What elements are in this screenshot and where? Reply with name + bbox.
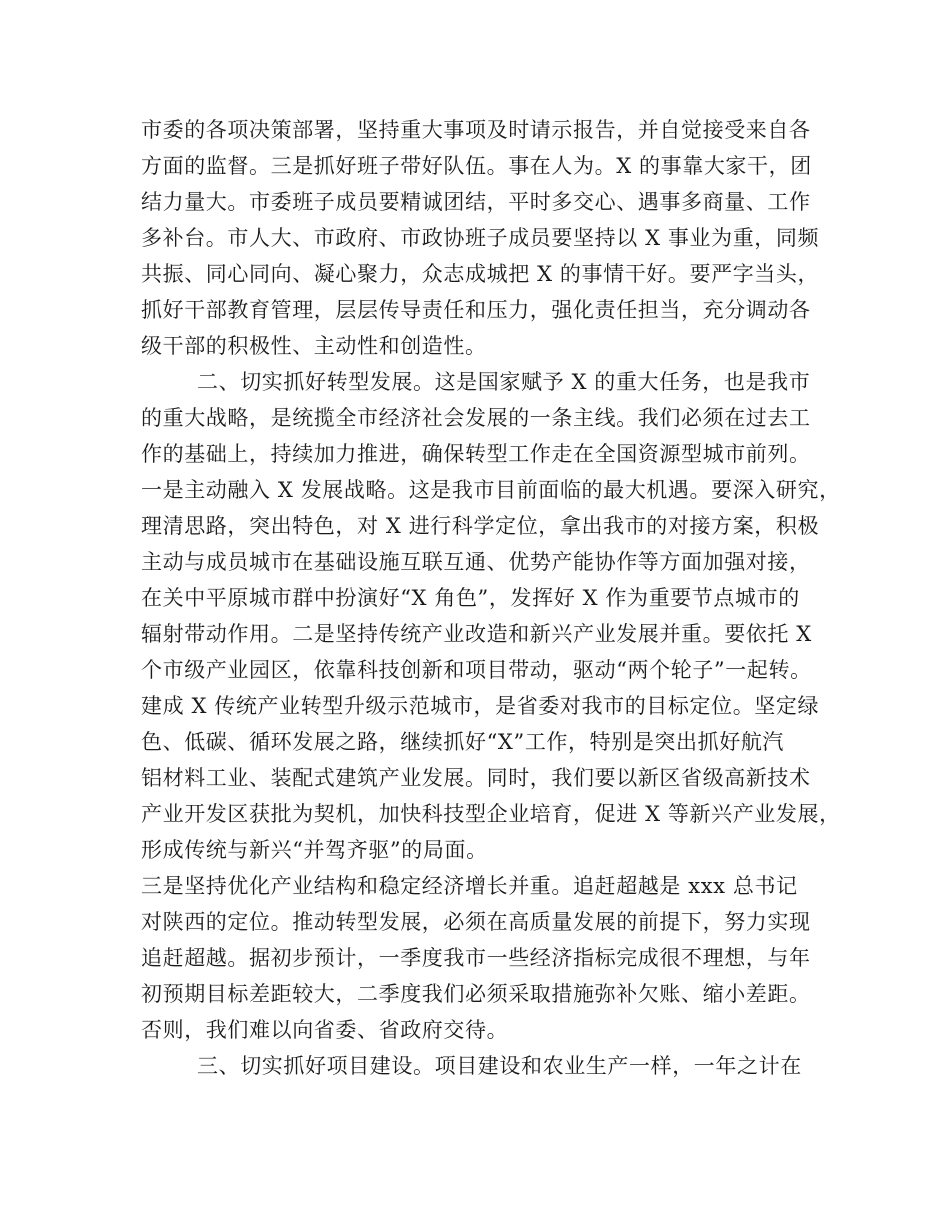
text-line: 色、低碳、循环发展之路，继续抓好“X”工作，特别是突出抓好航汽 (141, 730, 785, 754)
text-line: 作的基础上，持续加力推进，确保转型工作走在全国资源型城市前列。 (141, 442, 811, 466)
text-line: 产业开发区获批为契机，加快科技型企业培育，促进 X 等新兴产业发展， (141, 802, 841, 826)
text-line: 形成传统与新兴“并驾齐驱”的局面。 (141, 838, 488, 862)
text-line: 方面的监督。三是抓好班子带好队伍。事在人为。X 的事靠大家干，团 (141, 154, 812, 178)
text-line: 结力量大。市委班子成员要精诚团结，平时多交心、遇事多商量、工作 (141, 190, 811, 214)
paragraph-heading: 三、切实抓好项目建设。项目建设和农业生产一样，一年之计在 (197, 1054, 802, 1078)
text-line: 级干部的积极性、主动性和创造性。 (141, 334, 487, 358)
text-line: 铝材料工业、装配式建筑产业发展。同时，我们要以新区省级高新技术 (141, 766, 811, 790)
text-line: 共振、同心同向、凝心聚力，众志成城把 X 的事情干好。要严字当头， (141, 262, 820, 286)
text-line: 理清思路，突出特色，对 X 进行科学定位，拿出我市的对接方案，积极 (141, 514, 820, 538)
text-line: 建成 X 传统产业转型升级示范城市，是省委对我市的目标定位。坚定绿 (141, 694, 820, 718)
text-line: 主动与成员城市在基础设施互联互通、优势产能协作等方面加强对接， (141, 550, 811, 574)
text-line: 个市级产业园区，依靠科技创新和项目带动，驱动“两个轮子”一起转。 (141, 658, 812, 682)
text-line: 追赶超越。据初步预计，一季度我市一些经济指标完成很不理想，与年 (141, 946, 811, 970)
text-line: 对陕西的定位。推动转型发展，必须在高质量发展的前提下，努力实现 (141, 910, 811, 934)
paragraph-heading: 二、切实抓好转型发展。这是国家赋予 X 的重大任务，也是我市 (197, 370, 811, 394)
text-line: 市委的各项决策部署，坚持重大事项及时请示报告，并自觉接受来自各 (141, 118, 811, 142)
text-line: 的重大战略，是统揽全市经济社会发展的一条主线。我们必须在过去工 (141, 406, 811, 430)
text-line: 一是主动融入 X 发展战略。这是我市目前面临的最大机遇。要深入研究， (141, 478, 841, 502)
text-line: 三是坚持优化产业结构和稳定经济增长并重。追赶超越是 xxx 总书记 (141, 874, 798, 898)
text-line: 多补台。市人大、市政府、市政协班子成员要坚持以 X 事业为重，同频 (141, 226, 820, 250)
text-line: 初预期目标差距较大，二季度我们必须采取措施弥补欠账、缩小差距。 (141, 982, 811, 1006)
text-line: 抓好干部教育管理，层层传导责任和压力，强化责任担当，充分调动各 (141, 298, 811, 322)
text-line: 在关中平原城市群中扮演好“X 角色”，发挥好 X 作为重要节点城市的 (141, 586, 800, 610)
text-line: 否则，我们难以向省委、省政府交待。 (141, 1018, 509, 1042)
text-line: 辐射带动作用。二是坚持传统产业改造和新兴产业发展并重。要依托 X (141, 622, 812, 646)
